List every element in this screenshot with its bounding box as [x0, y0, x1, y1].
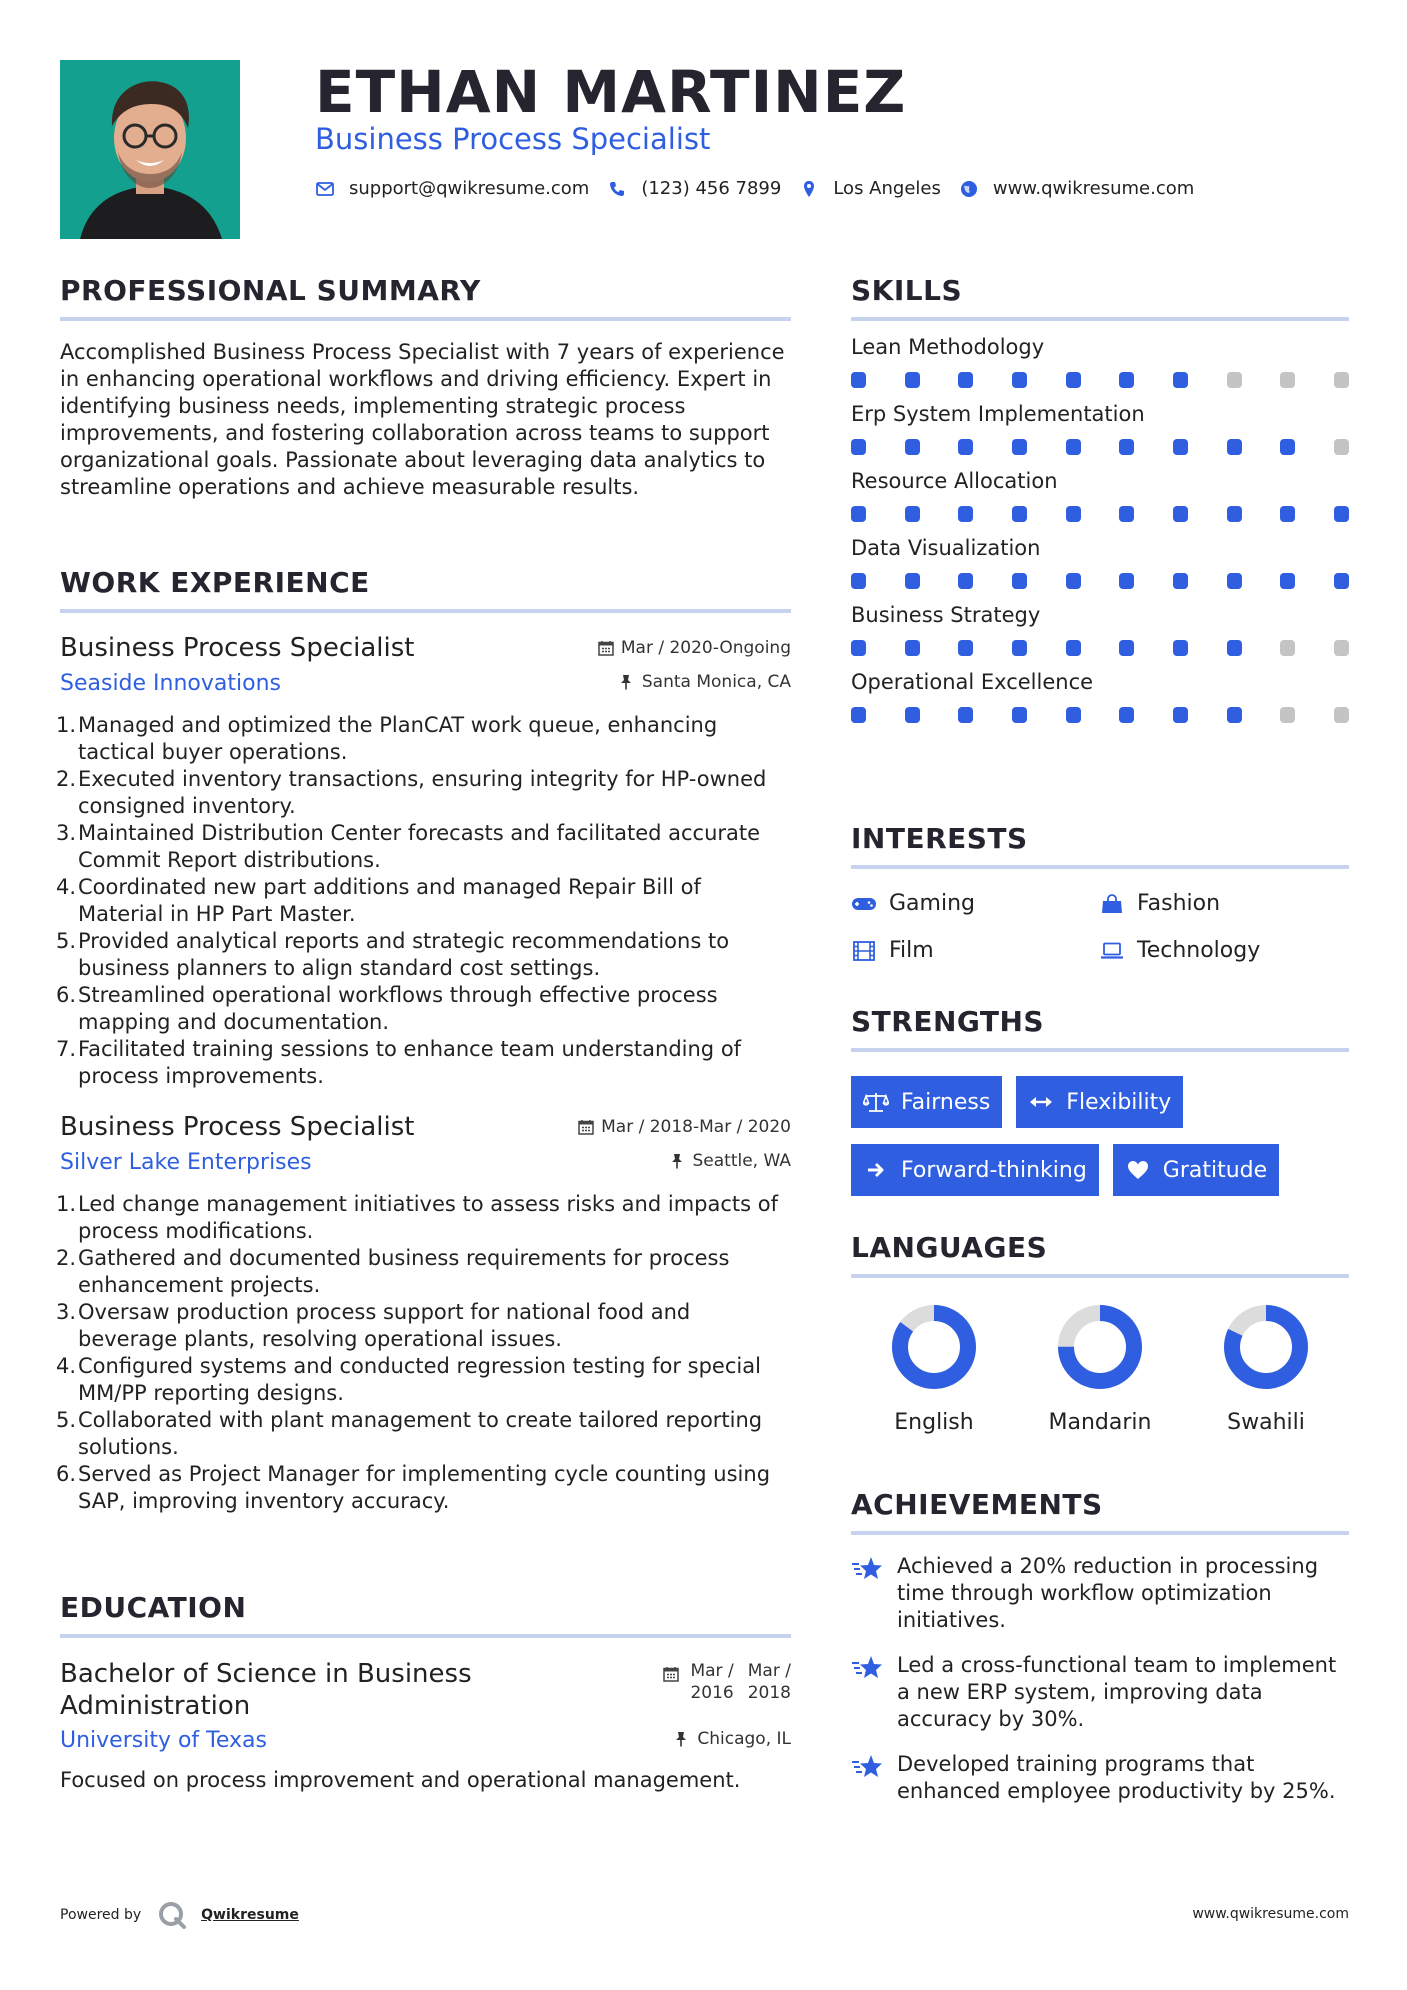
list-item	[55, 874, 791, 928]
school-location	[674, 1729, 791, 1749]
list-number: 2.	[55, 767, 76, 791]
list-item	[55, 1191, 791, 1245]
list-item	[55, 1036, 791, 1090]
skill-item	[851, 402, 1349, 455]
section-divider	[851, 1048, 1349, 1052]
rating-dot-empty	[1280, 640, 1295, 656]
list-number: 5.	[55, 929, 76, 953]
email-text: support@qwikresume.com	[349, 178, 590, 199]
rating-dot-filled	[905, 372, 920, 388]
film-icon	[851, 940, 877, 962]
list-item	[55, 1299, 791, 1353]
rating-dot-filled	[1227, 506, 1242, 522]
achievement-text: Led a cross-functional team to implement a new ERP system, improving data accuracy by 30%.	[897, 1653, 1337, 1731]
language-donut	[891, 1304, 977, 1390]
contact-phone[interactable]	[607, 178, 781, 199]
list-number: 7.	[55, 1037, 76, 1061]
rating-dot-empty	[1334, 439, 1349, 455]
job-bullets	[55, 712, 791, 1090]
rating-dot-empty	[1334, 372, 1349, 388]
education-heading: EDUCATION	[60, 1591, 247, 1624]
rating-dot-filled	[1119, 506, 1134, 522]
skills-heading: SKILLS	[851, 274, 963, 307]
rating-dot-filled	[1119, 439, 1134, 455]
strength-tag	[851, 1076, 1002, 1128]
edu-start-date: Mar /	[690, 1661, 734, 1681]
job-entry	[55, 633, 791, 1090]
job-date-text: Mar / 2018-Mar / 2020	[601, 1117, 791, 1137]
skill-name: Resource Allocation	[851, 469, 1058, 493]
rating-dot-filled	[1119, 573, 1134, 589]
summary-section	[60, 274, 791, 501]
candidate-title: Business Process Specialist	[315, 122, 711, 156]
rating-dot-filled	[1119, 707, 1134, 723]
rating-dot-filled	[1280, 506, 1295, 522]
balance-scale-icon	[863, 1091, 889, 1113]
education-dates	[663, 1660, 791, 1722]
language-donut	[1223, 1304, 1309, 1390]
list-number: 1.	[55, 713, 76, 737]
bullet-text: Streamlined operational workflows through effective process mapping and documentation.	[78, 983, 718, 1034]
rating-dot-filled	[905, 573, 920, 589]
languages-section	[851, 1231, 1349, 1435]
bullet-text: Collaborated with plant management to create tailored reporting solutions.	[78, 1408, 763, 1459]
list-item	[55, 766, 791, 820]
rating-dot-filled	[1012, 439, 1027, 455]
skill-rating	[851, 506, 1349, 522]
list-number: 5.	[55, 1408, 76, 1432]
rating-dot-filled	[851, 573, 866, 589]
skill-rating	[851, 439, 1349, 455]
rating-dot-filled	[1334, 506, 1349, 522]
rating-dot-filled	[958, 707, 973, 723]
rating-dot-filled	[1173, 506, 1188, 522]
skill-name: Lean Methodology	[851, 335, 1045, 359]
skill-rating	[851, 573, 1349, 589]
rating-dot-filled	[1280, 439, 1295, 455]
globe-icon	[959, 179, 979, 199]
skill-item	[851, 335, 1349, 388]
laptop-icon	[1099, 940, 1125, 962]
rating-dot-filled	[851, 707, 866, 723]
language-item	[1017, 1304, 1183, 1435]
strength-label: Fairness	[901, 1089, 991, 1115]
rating-dot-filled	[958, 372, 973, 388]
job-location-text: Santa Monica, CA	[641, 672, 791, 692]
candidate-name: ETHAN MARTINEZ	[315, 58, 907, 126]
rating-dot-filled	[958, 640, 973, 656]
achievement-item	[851, 1652, 1349, 1733]
section-divider	[851, 1274, 1349, 1278]
company-name: Seaside Innovations	[60, 671, 281, 696]
rating-dot-filled	[1119, 640, 1134, 656]
skill-item	[851, 536, 1349, 589]
strengths-list	[851, 1076, 1349, 1196]
gamepad-icon	[851, 893, 877, 915]
rating-dot-filled	[1227, 640, 1242, 656]
bullet-text: Coordinated new part additions and managed Repair Bill of Material in HP Part Master.	[78, 875, 701, 926]
list-number: 3.	[55, 821, 76, 845]
language-name: Swahili	[1227, 1410, 1305, 1435]
star-icon	[851, 1555, 885, 1583]
language-name: English	[894, 1410, 974, 1435]
bullet-text: Gathered and documented business requirements for process enhancement projects.	[78, 1246, 730, 1297]
skill-item	[851, 603, 1349, 656]
interest-item	[851, 938, 1099, 963]
list-number: 3.	[55, 1300, 76, 1324]
achievements-section	[851, 1488, 1349, 1805]
envelope-icon	[315, 179, 335, 199]
bullet-text: Facilitated training sessions to enhance team understanding of process improvements.	[78, 1037, 742, 1088]
section-divider	[851, 1531, 1349, 1535]
interest-item	[1099, 891, 1349, 916]
skill-name: Erp System Implementation	[851, 402, 1145, 426]
pushpin-icon	[619, 674, 635, 690]
rating-dot-filled	[1227, 573, 1242, 589]
bullet-text: Oversaw production process support for national food and beverage plants, resolving operational issues.	[78, 1300, 691, 1351]
shopping-bag-icon	[1099, 893, 1125, 915]
interest-label: Film	[889, 938, 934, 963]
skills-section	[851, 274, 1349, 723]
rating-dot-filled	[1012, 640, 1027, 656]
rating-dot-filled	[905, 707, 920, 723]
bullet-text: Served as Project Manager for implementing cycle counting using SAP, improving inventory accuracy.	[78, 1462, 771, 1513]
job-location	[670, 1151, 792, 1171]
arrow-right-icon	[863, 1159, 889, 1181]
interest-item	[1099, 938, 1349, 963]
rating-dot-filled	[851, 372, 866, 388]
brand-link[interactable]: Qwikresume	[201, 1907, 299, 1923]
skill-name: Data Visualization	[851, 536, 1041, 560]
map-pin-icon	[799, 179, 819, 199]
rating-dot-filled	[1066, 439, 1081, 455]
interest-label: Gaming	[889, 891, 975, 916]
list-number: 6.	[55, 983, 76, 1007]
skill-name: Operational Excellence	[851, 670, 1094, 694]
bullet-text: Led change management initiatives to assess risks and impacts of process modifications.	[78, 1192, 778, 1243]
rating-dot-filled	[1227, 707, 1242, 723]
list-number: 1.	[55, 1192, 76, 1216]
star-icon	[851, 1753, 885, 1781]
list-item	[55, 1461, 791, 1515]
section-divider	[60, 1634, 791, 1638]
contact-email[interactable]	[315, 178, 589, 199]
rating-dot-filled	[1066, 707, 1081, 723]
pushpin-icon	[674, 1731, 690, 1747]
phone-text: (123) 456 7899	[641, 178, 782, 199]
arrows-horizontal-icon	[1028, 1091, 1054, 1113]
job-title: Business Process Specialist	[60, 1112, 415, 1142]
skills-list	[851, 335, 1349, 723]
languages-list	[851, 1304, 1349, 1435]
pushpin-icon	[670, 1153, 686, 1169]
interests-section	[851, 822, 1349, 963]
education-section	[60, 1591, 791, 1794]
language-name: Mandarin	[1048, 1410, 1152, 1435]
rating-dot-filled	[958, 573, 973, 589]
edu-end-date: Mar /	[747, 1661, 791, 1681]
section-divider	[851, 865, 1349, 869]
rating-dot-filled	[1280, 573, 1295, 589]
list-item	[55, 712, 791, 766]
calendar-icon	[663, 1666, 679, 1682]
interest-label: Fashion	[1137, 891, 1221, 916]
strength-label: Forward-thinking	[901, 1157, 1087, 1183]
achievements-heading: ACHIEVEMENTS	[851, 1488, 1103, 1521]
list-item	[55, 928, 791, 982]
strength-tag	[1113, 1144, 1279, 1196]
skill-rating	[851, 372, 1349, 388]
rating-dot-filled	[851, 506, 866, 522]
degree-line: Administration	[60, 1691, 251, 1721]
rating-dot-filled	[1334, 573, 1349, 589]
rating-dot-filled	[958, 506, 973, 522]
job-date	[578, 1117, 791, 1137]
section-divider	[851, 317, 1349, 321]
interest-label: Technology	[1137, 938, 1261, 963]
rating-dot-filled	[1012, 573, 1027, 589]
summary-text: Accomplished Business Process Specialist with 7 years of experience in enhancing operational workflows and driving efficiency. Expert in identifying business needs, implementing strategic process improvements, and fostering collaboration across teams to support organizational goals. Passionate about leveraging data analytics to streamline operations and achieve measurable results.	[60, 340, 785, 499]
rating-dot-empty	[1280, 372, 1295, 388]
rating-dot-empty	[1280, 707, 1295, 723]
achievement-text: Achieved a 20% reduction in processing time through workflow optimization initiatives.	[897, 1554, 1319, 1632]
job-location-text: Seattle, WA	[692, 1151, 791, 1171]
list-number: 2.	[55, 1246, 76, 1270]
job-entry	[55, 1112, 791, 1515]
list-item	[55, 982, 791, 1036]
rating-dot-empty	[1334, 707, 1349, 723]
education-description: Focused on process improvement and operational management.	[60, 1768, 741, 1792]
interests-list	[851, 891, 1349, 963]
languages-heading: LANGUAGES	[851, 1231, 1048, 1264]
rating-dot-filled	[1012, 707, 1027, 723]
footer-powered-by	[60, 1900, 299, 1930]
contact-location	[799, 178, 941, 199]
edu-end-year: 2018	[747, 1683, 791, 1703]
list-item	[55, 1245, 791, 1299]
degree-line: Bachelor of Science in Business	[60, 1659, 472, 1689]
job-location	[619, 672, 791, 692]
achievement-text: Developed training programs that enhanced employee productivity by 25%.	[897, 1752, 1336, 1803]
profile-photo	[60, 60, 240, 239]
job-date-text: Mar / 2020-Ongoing	[620, 638, 791, 658]
rating-dot-filled	[1012, 372, 1027, 388]
rating-dot-filled	[958, 439, 973, 455]
skill-rating	[851, 640, 1349, 656]
list-number: 6.	[55, 1462, 76, 1486]
rating-dot-filled	[1066, 640, 1081, 656]
rating-dot-filled	[1173, 707, 1188, 723]
rating-dot-filled	[905, 640, 920, 656]
strength-label: Gratitude	[1162, 1157, 1268, 1183]
school-location-text: Chicago, IL	[697, 1729, 791, 1749]
footer-website[interactable]: www.qwikresume.com	[1192, 1906, 1349, 1922]
list-item	[55, 1407, 791, 1461]
rating-dot-filled	[1173, 439, 1188, 455]
experience-heading: WORK EXPERIENCE	[60, 566, 370, 599]
bullet-text: Configured systems and conducted regression testing for special MM/PP reporting designs.	[78, 1354, 761, 1405]
location-text: Los Angeles	[833, 178, 941, 199]
job-title: Business Process Specialist	[60, 633, 415, 663]
rating-dot-filled	[1066, 372, 1081, 388]
website-text: www.qwikresume.com	[992, 178, 1195, 199]
school-name: University of Texas	[60, 1728, 267, 1753]
degree-title	[60, 1658, 472, 1722]
rating-dot-filled	[1173, 573, 1188, 589]
list-item	[55, 820, 791, 874]
heart-icon	[1125, 1159, 1151, 1181]
strength-tag	[851, 1144, 1099, 1196]
rating-dot-filled	[851, 640, 866, 656]
powered-by-text: Powered by	[60, 1907, 142, 1923]
strength-label: Flexibility	[1066, 1089, 1172, 1115]
rating-dot-filled	[1173, 372, 1188, 388]
section-divider	[60, 609, 791, 613]
skill-name: Business Strategy	[851, 603, 1041, 627]
strengths-section	[851, 1005, 1349, 1196]
skill-rating	[851, 707, 1349, 723]
rating-dot-empty	[1334, 640, 1349, 656]
bullet-text: Executed inventory transactions, ensuring integrity for HP-owned consigned inventory.	[78, 767, 767, 818]
skill-item	[851, 469, 1349, 522]
job-bullets	[55, 1191, 791, 1515]
list-number: 4.	[55, 875, 76, 899]
edu-start-year: 2016	[690, 1683, 734, 1703]
portrait-illustration	[60, 60, 240, 239]
rating-dot-filled	[1066, 506, 1081, 522]
achievements-list	[851, 1553, 1349, 1805]
calendar-icon	[598, 640, 614, 656]
rating-dot-filled	[1119, 372, 1134, 388]
interest-item	[851, 891, 1099, 916]
phone-icon	[607, 179, 627, 199]
strengths-heading: STRENGTHS	[851, 1005, 1045, 1038]
bullet-text: Provided analytical reports and strategic recommendations to business planners to align standard cost settings.	[78, 929, 730, 980]
list-item	[55, 1353, 791, 1407]
achievement-item	[851, 1751, 1349, 1805]
summary-heading: PROFESSIONAL SUMMARY	[60, 274, 481, 307]
rating-dot-filled	[1173, 640, 1188, 656]
bullet-text: Maintained Distribution Center forecasts and facilitated accurate Commit Report distributions.	[78, 821, 761, 872]
rating-dot-empty	[1227, 372, 1242, 388]
star-icon	[851, 1654, 885, 1682]
skill-item	[851, 670, 1349, 723]
language-donut	[1057, 1304, 1143, 1390]
list-number: 4.	[55, 1354, 76, 1378]
strength-tag	[1016, 1076, 1183, 1128]
company-name: Silver Lake Enterprises	[60, 1150, 312, 1175]
job-date	[598, 638, 791, 658]
interests-heading: INTERESTS	[851, 822, 1028, 855]
achievement-item	[851, 1553, 1349, 1634]
rating-dot-filled	[1012, 506, 1027, 522]
rating-dot-filled	[1066, 573, 1081, 589]
section-divider	[60, 317, 791, 321]
rating-dot-filled	[1227, 439, 1242, 455]
experience-section	[55, 566, 791, 1515]
rating-dot-filled	[905, 439, 920, 455]
bullet-text: Managed and optimized the PlanCAT work queue, enhancing tactical buyer operations.	[78, 713, 718, 764]
language-item	[851, 1304, 1017, 1435]
calendar-icon	[578, 1119, 594, 1135]
contact-website[interactable]	[959, 178, 1194, 199]
language-item	[1183, 1304, 1349, 1435]
qwikresume-logo-icon	[157, 1900, 187, 1930]
contact-bar	[315, 178, 1212, 199]
rating-dot-filled	[851, 439, 866, 455]
rating-dot-filled	[905, 506, 920, 522]
